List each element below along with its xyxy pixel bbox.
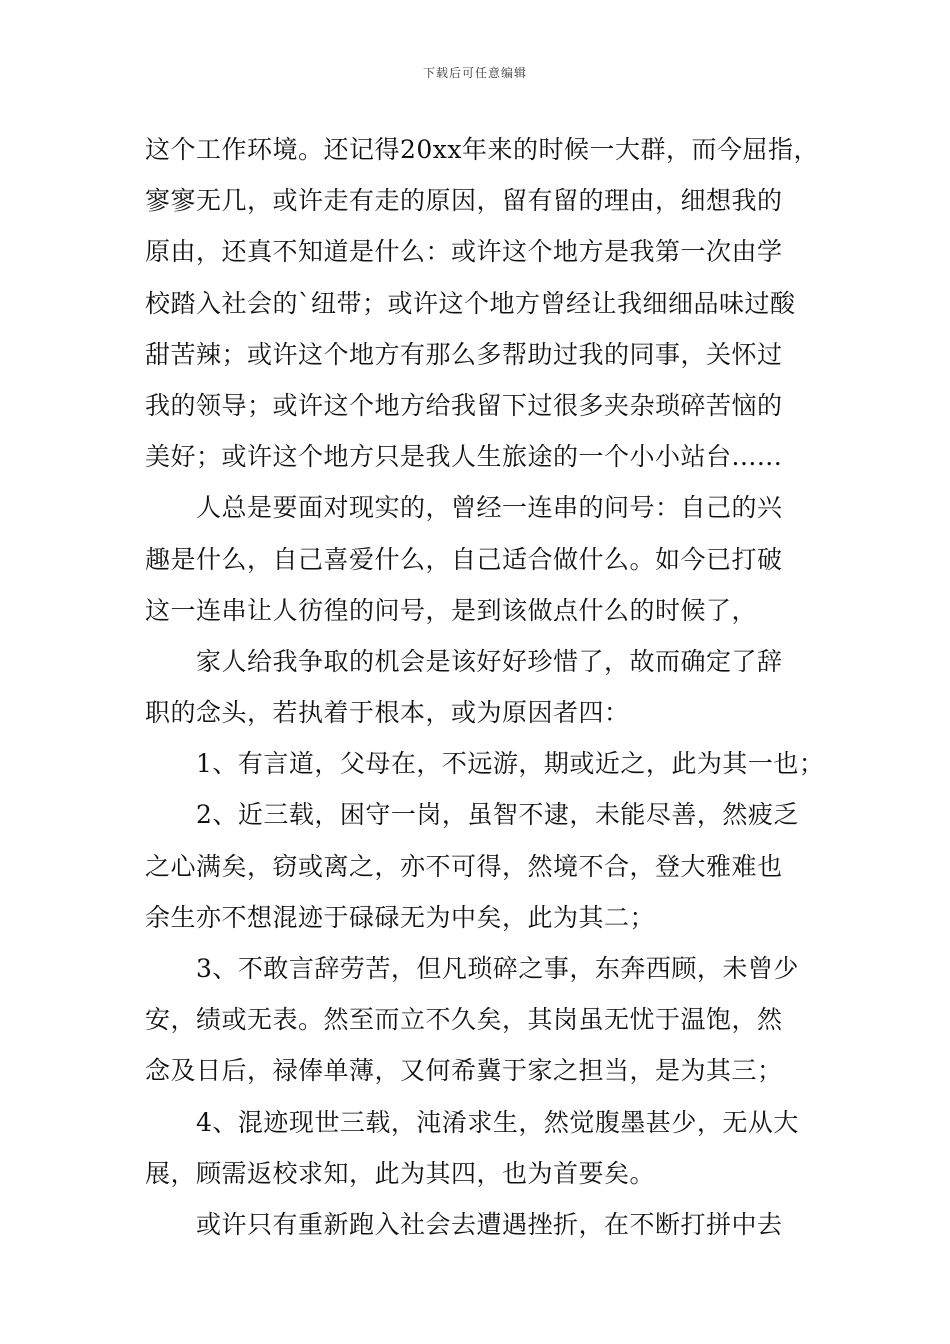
text-line: 安，绩或无表。然至而立不久矣，其岗虽无忧于温饱，然 [145, 1005, 783, 1035]
list-item-4: 4、混迹现世三载，沌淆求生，然觉腹墨甚少，无从大 [196, 1107, 799, 1137]
text-line: 甜苦辣；或许这个地方有那么多帮助过我的同事，关怀过 [145, 339, 783, 369]
body-text [145, 124, 825, 1250]
paragraph-start-line: 或许只有重新跑入社会去遭遇挫折，在不断打拼中去 [196, 1209, 783, 1239]
text-line: 校踏入社会的`纽带；或许这个地方曾经让我细细品味过酸 [145, 288, 796, 318]
text-line: 展，顾需返校求知，此为其四，也为首要矣。 [145, 1158, 656, 1188]
text-line: 寥寥无几，或许走有走的原因，留有留的理由，细想我的 [145, 186, 783, 216]
list-item-1: 1、有言道，父母在，不远游，期或近之，此为其一也； [196, 749, 825, 779]
text-line: 趣是什么，自己喜爱什么，自己适合做什么。如今已打破 [145, 544, 783, 574]
text-line: 美好；或许这个地方只是我人生旅途的一个小小站台...... [145, 442, 783, 472]
text-line: 这一连串让人彷徨的问号，是到该做点什么的时候了， [145, 595, 758, 625]
text-line: 职的念头，若执着于根本，或为原因者四： [145, 698, 630, 728]
header-note: 下载后可任意编辑 [422, 66, 527, 80]
text-line: 念及日后，禄俸单薄，又何希冀于家之担当，是为其三； [145, 1056, 783, 1086]
list-item-2: 2、近三载，困守一岗，虽智不逮，未能尽善，然疲乏 [196, 800, 799, 830]
text-line: 之心满矣，窃或离之，亦不可得，然境不合，登大雅难也 [145, 851, 783, 881]
text-line: 原由，还真不知道是什么：或许这个地方是我第一次由学 [145, 237, 783, 267]
paragraph-start-line: 家人给我争取的机会是该好好珍惜了，故而确定了辞 [196, 646, 783, 676]
list-item-3: 3、不敢言辞劳苦，但凡琐碎之事，东奔西顾，未曾少 [196, 954, 799, 983]
text-line: 我的领导；或许这个地方给我留下过很多夹杂琐碎苦恼的 [145, 390, 783, 420]
text-line: 余生亦不想混迹于碌碌无为中矣，此为其二； [145, 902, 656, 932]
text-line: 这个工作环境。还记得20xx年来的时候一大群，而今屈指， [145, 135, 820, 164]
paragraph-start-line: 人总是要面对现实的，曾经一连串的问号：自己的兴 [196, 493, 783, 523]
